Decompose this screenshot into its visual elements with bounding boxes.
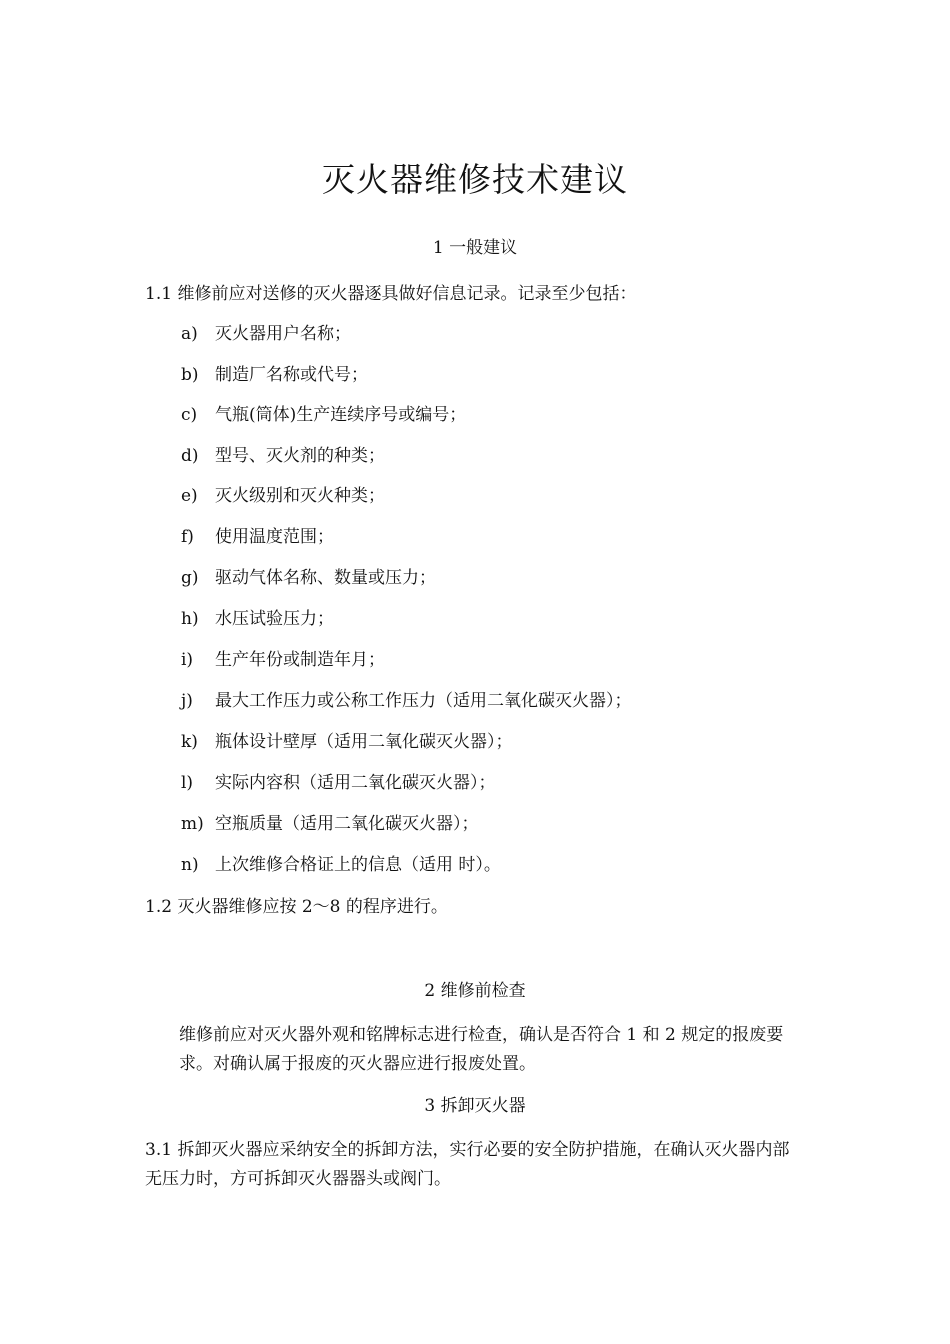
list-item-text: 气瓶(筒体)生产连续序号或编号； xyxy=(215,405,467,425)
clause-1-1: 1.1 维修前应对送修的灭火器逐具做好信息记录。记录至少包括： xyxy=(145,284,637,304)
list-item-mark: e) xyxy=(181,486,198,506)
list-item-text: 空瓶质量（适用二氧化碳灭火器）； xyxy=(215,814,479,834)
list-item xyxy=(181,443,385,469)
section-2-body: 维修前应对灭火器外观和铭牌标志进行检查，确认是否符合 1 和 2 规定的报废要求。对确认属于报废的灭火器应进行报废处置。 xyxy=(179,1025,784,1074)
section-2-heading: 2 维修前检查 xyxy=(424,981,526,1001)
list-item xyxy=(181,770,496,796)
list-item xyxy=(181,402,466,428)
clause-3-1: 3.1 拆卸灭火器应采纳安全的拆卸方法，实行必要的安全防护措施，在确认灭火器内部无压力时，方可拆卸灭火器器头或阀门。 xyxy=(145,1140,790,1189)
clause-1-2: 1.2 灭火器维修应按 2～8 的程序进行。 xyxy=(145,897,448,917)
list-item-mark: k) xyxy=(181,732,198,752)
list-item-text: 灭火器用户名称； xyxy=(215,324,351,344)
list-item-mark: b) xyxy=(181,365,199,385)
list-item xyxy=(181,362,368,388)
list-item xyxy=(181,606,334,632)
list-item-mark: n) xyxy=(181,855,199,875)
list-item-text: 水压试验压力； xyxy=(215,609,334,629)
list-item-text: 型号、灭火剂的种类； xyxy=(215,446,385,466)
list-item-mark: g) xyxy=(181,568,199,588)
list-item-mark: a) xyxy=(181,324,198,344)
list-item xyxy=(181,729,513,755)
list-item-text: 上次维修合格证上的信息（适用 时）。 xyxy=(215,855,501,875)
list-item xyxy=(181,647,385,673)
section-1-heading: 1 一般建议 xyxy=(432,238,518,258)
list-item-mark: l) xyxy=(181,773,194,793)
list-item-mark: m) xyxy=(181,814,204,834)
list-item xyxy=(181,321,351,347)
list-item-text: 灭火级别和灭火种类； xyxy=(215,486,385,506)
list-item-text: 实际内容积（适用二氧化碳灭火器）； xyxy=(215,773,496,793)
list-item-mark: h) xyxy=(181,609,199,629)
list-item-mark: f) xyxy=(181,527,194,547)
list-item-mark: d) xyxy=(181,446,199,466)
list-item-text: 生产年份或制造年月； xyxy=(215,650,385,670)
list-item xyxy=(181,524,334,550)
list-item-text: 最大工作压力或公称工作压力（适用二氧化碳灭火器）； xyxy=(215,691,632,711)
list-item-text: 制造厂名称或代号； xyxy=(215,365,368,385)
section-3-heading: 3 拆卸灭火器 xyxy=(424,1096,526,1116)
list-item xyxy=(181,565,436,591)
list-item-text: 瓶体设计壁厚（适用二氧化碳灭火器）； xyxy=(215,732,513,752)
list-item-mark: c) xyxy=(181,405,198,425)
list-item xyxy=(181,688,632,714)
list-item-text: 使用温度范围； xyxy=(215,527,334,547)
list-item-mark: j) xyxy=(181,691,193,711)
document-title: 灭火器维修技术建议 xyxy=(322,160,628,199)
list-item xyxy=(181,811,479,837)
list-item xyxy=(181,852,501,878)
list-item xyxy=(181,483,385,509)
list-item-text: 驱动气体名称、数量或压力； xyxy=(215,568,436,588)
list-item-mark: i) xyxy=(181,650,194,670)
